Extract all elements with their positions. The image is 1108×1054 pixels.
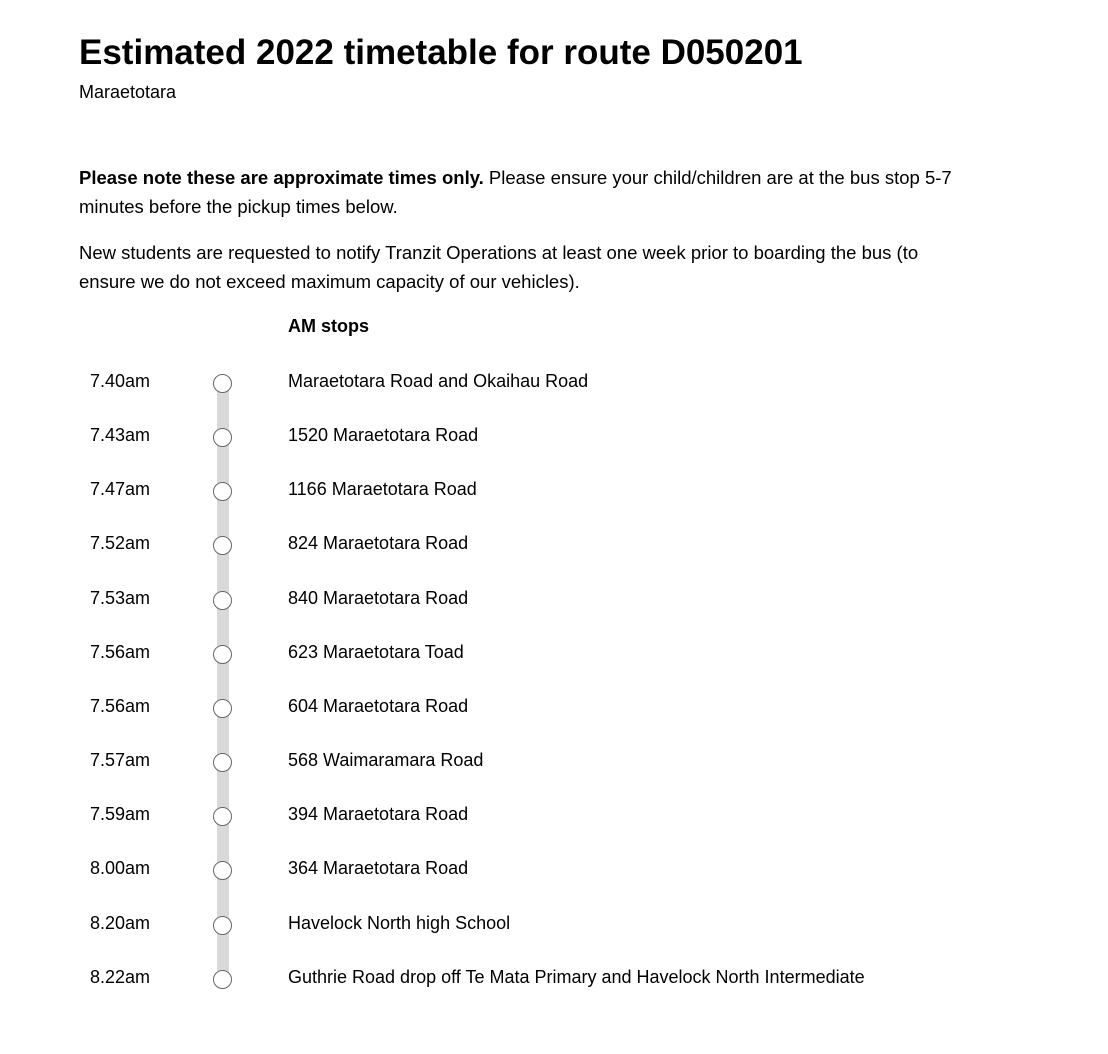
stop-marker-icon [213, 916, 232, 935]
stop-time: 7.57am [90, 750, 151, 770]
stop-marker-icon [213, 374, 232, 393]
stop-marker-icon [213, 482, 232, 501]
stop-name: 604 Maraetotara Road [288, 696, 469, 716]
stop-time: 8.00am [90, 858, 151, 878]
stop-row [79, 897, 1039, 937]
stop-marker-icon [213, 428, 232, 447]
stop-time: 7.43am [90, 425, 151, 445]
stop-name: 568 Waimaramara Road [288, 750, 484, 770]
stop-marker-icon [213, 753, 232, 772]
stop-row [79, 626, 1039, 666]
stop-name: 840 Maraetotara Road [288, 588, 469, 608]
stop-marker-icon [213, 536, 232, 555]
approximate-times-notice [79, 163, 979, 221]
stop-marker-icon [213, 699, 232, 718]
stop-time: 7.59am [90, 804, 151, 824]
am-stops-heading: AM stops [288, 316, 369, 336]
new-students-notice: New students are requested to notify Tranzit Operations at least one week prior to boarding the bus (to ensure we do not exceed maximum capacity of our vehicles). [79, 242, 919, 292]
stop-row [79, 409, 1039, 449]
stop-time: 7.53am [90, 588, 151, 608]
page-subtitle: Maraetotara [79, 82, 177, 102]
stop-marker-icon [213, 807, 232, 826]
stop-time: 7.56am [90, 642, 151, 662]
stop-row [79, 842, 1039, 882]
stop-name: Havelock North high School [288, 913, 511, 933]
stop-marker-icon [213, 861, 232, 880]
stop-time: 7.40am [90, 371, 151, 391]
stop-row [79, 734, 1039, 774]
stop-marker-icon [213, 645, 232, 664]
stop-time: 8.22am [90, 967, 151, 987]
stop-name: 364 Maraetotara Road [288, 858, 469, 878]
stop-name: 824 Maraetotara Road [288, 533, 469, 553]
stop-name: 1520 Maraetotara Road [288, 425, 479, 445]
notice-bold-text: Please note these are approximate times only. [79, 167, 484, 188]
stop-marker-icon [213, 970, 232, 989]
stop-row [79, 355, 1039, 395]
stop-row [79, 680, 1039, 720]
notice-text: Please ensure your child/children are at the bus stop 5-7 minutes before the pickup times below. [79, 167, 952, 217]
stop-time: 7.56am [90, 696, 151, 716]
stop-row [79, 951, 1039, 991]
stop-time: 7.47am [90, 479, 151, 499]
stop-name: 623 Maraetotara Toad [288, 642, 464, 662]
stop-name: Guthrie Road drop off Te Mata Primary and Havelock North Intermediate [288, 967, 865, 987]
stop-time: 7.52am [90, 533, 151, 553]
stop-name: 394 Maraetotara Road [288, 804, 469, 824]
stop-marker-icon [213, 591, 232, 610]
stop-name: 1166 Maraetotara Road [288, 479, 477, 499]
stop-row [79, 463, 1039, 503]
page-title: Estimated 2022 timetable for route D050201 [79, 33, 803, 72]
stop-row [79, 517, 1039, 557]
stop-row [79, 572, 1039, 612]
stop-time: 8.20am [90, 913, 151, 933]
stop-row [79, 788, 1039, 828]
stop-name: Maraetotara Road and Okaihau Road [288, 371, 589, 391]
